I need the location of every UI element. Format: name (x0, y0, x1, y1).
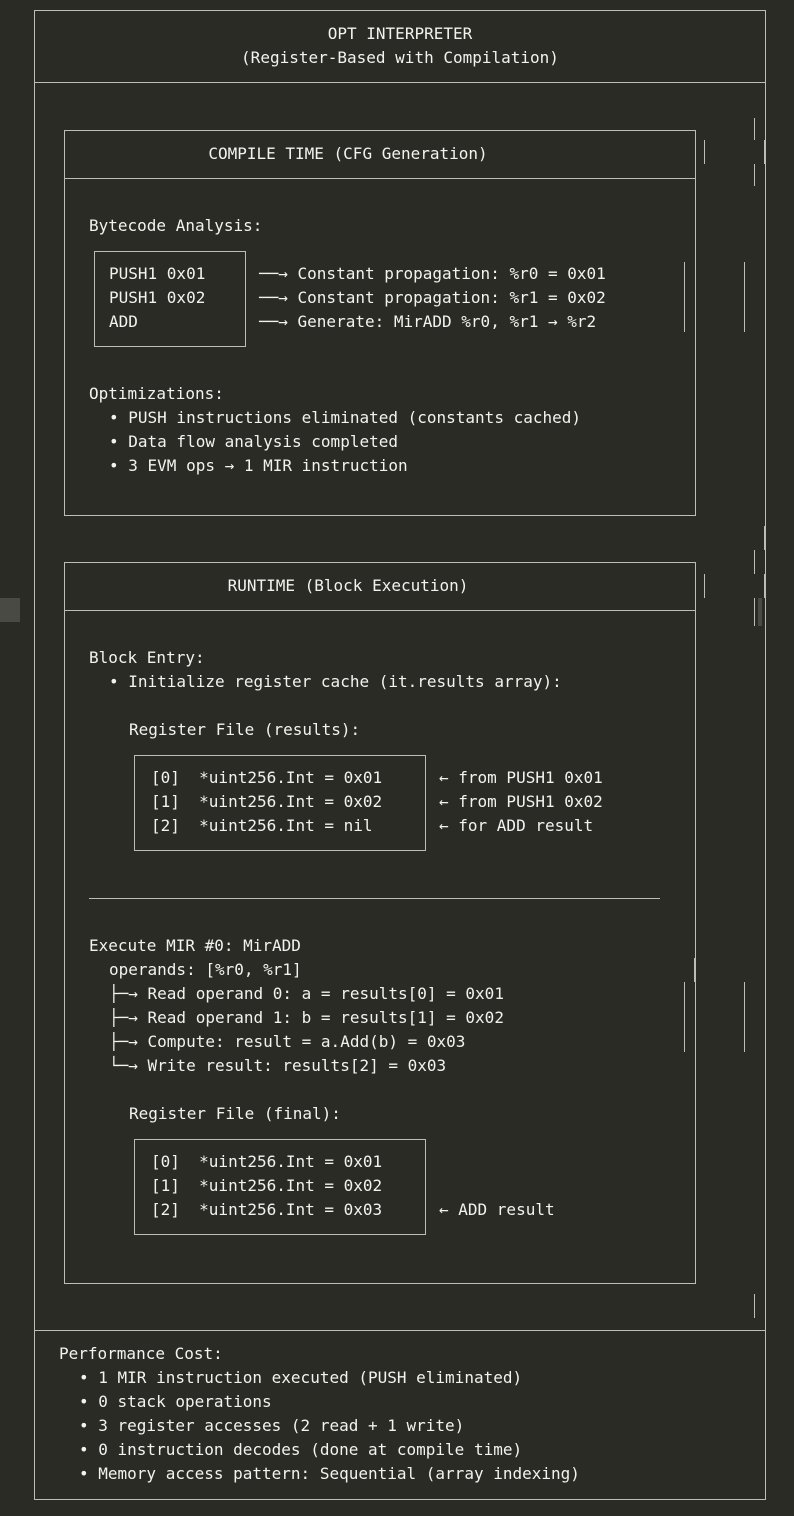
register-entry: [2] *uint256.Int = nil (151, 816, 373, 835)
edge-fragment (764, 140, 765, 164)
analysis-result: ──→ Constant propagation: %r1 = 0x02 (259, 288, 606, 307)
register-note: ← from PUSH1 0x02 (439, 792, 603, 811)
analysis-result: ──→ Constant propagation: %r0 = 0x01 (259, 264, 606, 283)
analysis-result: ──→ Generate: MirADD %r0, %r1 → %r2 (259, 312, 597, 331)
edge-fragment (764, 574, 765, 598)
operands-line: operands: [%r0, %r1] (109, 960, 302, 979)
register-note: ← from PUSH1 0x01 (439, 768, 603, 787)
right-edge-mark (758, 598, 762, 626)
header-divider (34, 82, 766, 83)
runtime-title: RUNTIME (Block Execution) (227, 576, 469, 595)
optimizations-label: Optimizations: (89, 384, 224, 403)
performance-item: • 0 stack operations (79, 1392, 272, 1411)
performance-label: Performance Cost: (59, 1344, 223, 1363)
left-edge-mark (0, 598, 20, 622)
final-register-note: ← ADD result (439, 1200, 555, 1219)
register-note: ← for ADD result (439, 816, 594, 835)
performance-divider (34, 1330, 766, 1331)
performance-item: • 0 instruction decodes (done at compile time) (79, 1440, 523, 1459)
optimization-item: • Data flow analysis completed (109, 432, 398, 451)
execution-step: └─→ Write result: results[2] = 0x03 (109, 1056, 447, 1075)
execute-mir-title: Execute MIR #0: MirADD (89, 936, 301, 955)
bytecode-line: PUSH1 0x02 (109, 288, 206, 307)
edge-fragment (704, 140, 705, 164)
bytecode-line: ADD (109, 312, 138, 331)
compile-title-divider (64, 178, 696, 179)
optimization-item: • 3 EVM ops → 1 MIR instruction (109, 456, 408, 475)
final-register-entry: [2] *uint256.Int = 0x03 (151, 1200, 383, 1219)
edge-fragment (744, 982, 745, 1052)
edge-fragment (754, 164, 755, 186)
edge-fragment (754, 1294, 755, 1318)
section-separator (89, 898, 660, 899)
diagram-subtitle: (Register-Based with Compilation) (241, 48, 559, 67)
edge-fragment (754, 550, 755, 574)
init-register-cache: • Initialize register cache (it.results array): (109, 672, 562, 691)
bytecode-analysis-label: Bytecode Analysis: (89, 216, 263, 235)
execution-step: ├─→ Compute: result = a.Add(b) = 0x03 (109, 1032, 466, 1051)
performance-item: • Memory access pattern: Sequential (array indexing) (79, 1464, 580, 1483)
edge-fragment (704, 574, 705, 598)
compile-time-title: COMPILE TIME (CFG Generation) (208, 144, 488, 163)
performance-item: • 1 MIR instruction executed (PUSH eliminated) (79, 1368, 523, 1387)
edge-fragment (764, 526, 765, 550)
final-register-entry: [0] *uint256.Int = 0x01 (151, 1152, 383, 1171)
block-entry-label: Block Entry: (89, 648, 205, 667)
edge-fragment (754, 598, 755, 626)
final-register-entry: [1] *uint256.Int = 0x02 (151, 1176, 383, 1195)
performance-item: • 3 register accesses (2 read + 1 write) (79, 1416, 465, 1435)
edge-fragment (754, 118, 755, 140)
final-register-file-label: Register File (final): (129, 1104, 341, 1123)
register-file-label: Register File (results): (129, 720, 361, 739)
register-entry: [0] *uint256.Int = 0x01 (151, 768, 383, 787)
diagram-title: OPT INTERPRETER (327, 24, 473, 43)
edge-fragment (744, 262, 745, 332)
execution-step: ├─→ Read operand 1: b = results[1] = 0x02 (109, 1008, 504, 1027)
optimization-item: • PUSH instructions eliminated (constants cached) (109, 408, 582, 427)
execution-step: ├─→ Read operand 0: a = results[0] = 0x01 (109, 984, 504, 1003)
runtime-title-divider (64, 610, 696, 611)
register-entry: [1] *uint256.Int = 0x02 (151, 792, 383, 811)
bytecode-line: PUSH1 0x01 (109, 264, 206, 283)
